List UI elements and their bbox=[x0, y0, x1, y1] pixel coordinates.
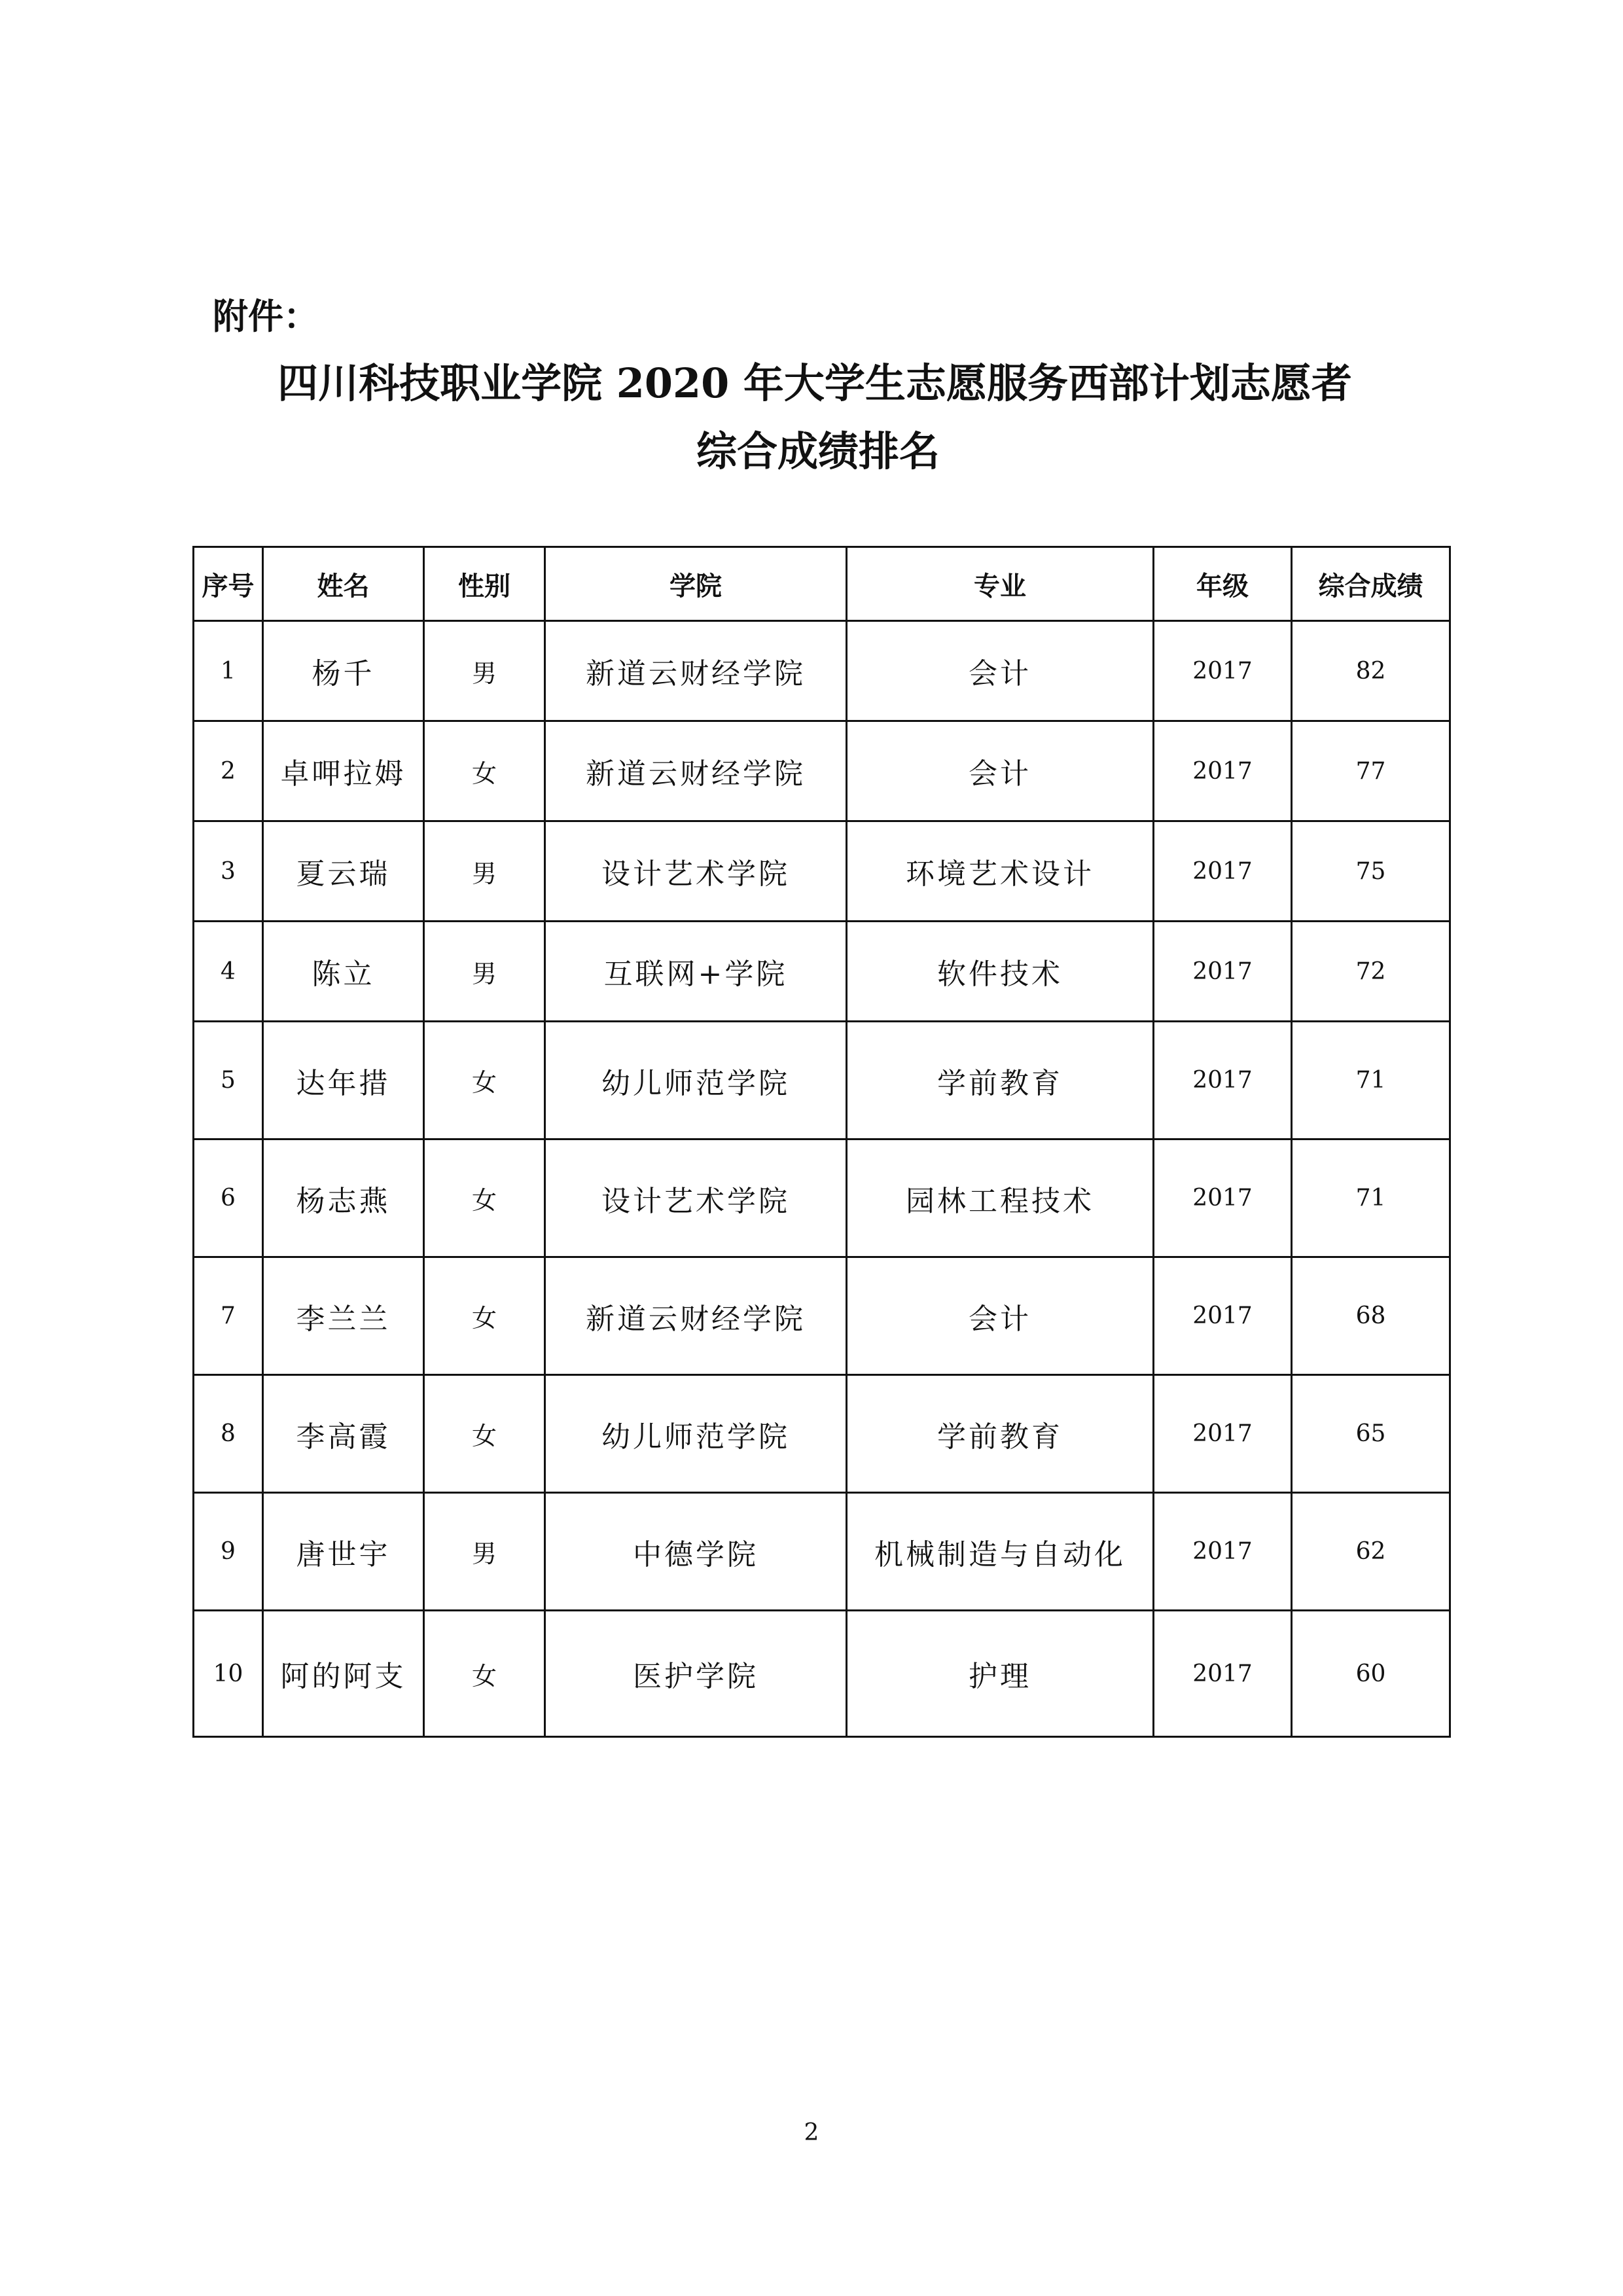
cell-grade: 2017 bbox=[1154, 621, 1292, 721]
cell-college: 设计艺术学院 bbox=[545, 1139, 847, 1257]
cell-grade: 2017 bbox=[1154, 1493, 1292, 1611]
cell-number: 8 bbox=[194, 1375, 263, 1493]
document-subtitle: 综合成绩排名 bbox=[696, 427, 940, 475]
cell-name: 陈立 bbox=[263, 922, 424, 1022]
cell-grade: 2017 bbox=[1154, 1022, 1292, 1139]
cell-major: 护理 bbox=[847, 1611, 1154, 1737]
cell-college: 新道云财经学院 bbox=[545, 621, 847, 721]
cell-number: 1 bbox=[194, 621, 263, 721]
column-header-score: 综合成绩 bbox=[1292, 547, 1450, 621]
cell-gender: 女 bbox=[424, 1257, 545, 1375]
cell-score: 71 bbox=[1292, 1022, 1450, 1139]
cell-grade: 2017 bbox=[1154, 821, 1292, 922]
cell-college: 互联网+学院 bbox=[545, 922, 847, 1022]
cell-college: 幼儿师范学院 bbox=[545, 1375, 847, 1493]
cell-name: 杨千 bbox=[263, 621, 424, 721]
cell-name: 阿的阿支 bbox=[263, 1611, 424, 1737]
cell-score: 65 bbox=[1292, 1375, 1450, 1493]
cell-score: 68 bbox=[1292, 1257, 1450, 1375]
table-header-row bbox=[194, 547, 1450, 621]
cell-gender: 女 bbox=[424, 721, 545, 821]
cell-grade: 2017 bbox=[1154, 721, 1292, 821]
cell-grade: 2017 bbox=[1154, 1375, 1292, 1493]
cell-name: 李兰兰 bbox=[263, 1257, 424, 1375]
cell-score: 72 bbox=[1292, 922, 1450, 1022]
cell-number: 10 bbox=[194, 1611, 263, 1737]
cell-name: 李高霞 bbox=[263, 1375, 424, 1493]
column-header-number: 序号 bbox=[194, 547, 263, 621]
cell-number: 2 bbox=[194, 721, 263, 821]
cell-major: 园林工程技术 bbox=[847, 1139, 1154, 1257]
cell-number: 7 bbox=[194, 1257, 263, 1375]
table-row bbox=[194, 1493, 1450, 1611]
cell-college: 新道云财经学院 bbox=[545, 1257, 847, 1375]
cell-gender: 男 bbox=[424, 621, 545, 721]
cell-score: 77 bbox=[1292, 721, 1450, 821]
cell-college: 新道云财经学院 bbox=[545, 721, 847, 821]
cell-major: 会计 bbox=[847, 721, 1154, 821]
cell-grade: 2017 bbox=[1154, 922, 1292, 1022]
table-row bbox=[194, 721, 1450, 821]
cell-number: 9 bbox=[194, 1493, 263, 1611]
attachment-label: 附件： bbox=[213, 295, 319, 337]
table-row bbox=[194, 1139, 1450, 1257]
column-header-name: 姓名 bbox=[263, 547, 424, 621]
page-number: 2 bbox=[804, 2119, 819, 2146]
table-row bbox=[194, 1257, 1450, 1375]
cell-grade: 2017 bbox=[1154, 1257, 1292, 1375]
cell-major: 学前教育 bbox=[847, 1375, 1154, 1493]
cell-grade: 2017 bbox=[1154, 1139, 1292, 1257]
table-row bbox=[194, 1611, 1450, 1737]
cell-score: 71 bbox=[1292, 1139, 1450, 1257]
cell-college: 中德学院 bbox=[545, 1493, 847, 1611]
cell-grade: 2017 bbox=[1154, 1611, 1292, 1737]
table-row bbox=[194, 821, 1450, 922]
cell-name: 夏云瑞 bbox=[263, 821, 424, 922]
cell-gender: 男 bbox=[424, 821, 545, 922]
cell-name: 卓呷拉姆 bbox=[263, 721, 424, 821]
cell-gender: 男 bbox=[424, 1493, 545, 1611]
cell-major: 学前教育 bbox=[847, 1022, 1154, 1139]
cell-major: 会计 bbox=[847, 621, 1154, 721]
cell-number: 5 bbox=[194, 1022, 263, 1139]
cell-name: 唐世宇 bbox=[263, 1493, 424, 1611]
cell-gender: 男 bbox=[424, 922, 545, 1022]
cell-major: 机械制造与自动化 bbox=[847, 1493, 1154, 1611]
cell-score: 75 bbox=[1292, 821, 1450, 922]
table-row bbox=[194, 1375, 1450, 1493]
table-row bbox=[194, 621, 1450, 721]
cell-score: 62 bbox=[1292, 1493, 1450, 1611]
cell-name: 杨志燕 bbox=[263, 1139, 424, 1257]
cell-gender: 女 bbox=[424, 1139, 545, 1257]
cell-number: 6 bbox=[194, 1139, 263, 1257]
ranking-table-body bbox=[194, 621, 1450, 1737]
table-row bbox=[194, 922, 1450, 1022]
cell-major: 环境艺术设计 bbox=[847, 821, 1154, 922]
cell-college: 幼儿师范学院 bbox=[545, 1022, 847, 1139]
column-header-major: 专业 bbox=[847, 547, 1154, 621]
cell-number: 3 bbox=[194, 821, 263, 922]
cell-score: 82 bbox=[1292, 621, 1450, 721]
cell-number: 4 bbox=[194, 922, 263, 1022]
cell-score: 60 bbox=[1292, 1611, 1450, 1737]
cell-gender: 女 bbox=[424, 1611, 545, 1737]
cell-college: 医护学院 bbox=[545, 1611, 847, 1737]
column-header-gender: 性别 bbox=[424, 547, 545, 621]
column-header-grade: 年级 bbox=[1154, 547, 1292, 621]
cell-gender: 女 bbox=[424, 1022, 545, 1139]
cell-major: 软件技术 bbox=[847, 922, 1154, 1022]
table-row bbox=[194, 1022, 1450, 1139]
document-title: 四川科技职业学院 2020 年大学生志愿服务西部计划志愿者 bbox=[277, 359, 1352, 407]
cell-gender: 女 bbox=[424, 1375, 545, 1493]
cell-name: 达年措 bbox=[263, 1022, 424, 1139]
cell-college: 设计艺术学院 bbox=[545, 821, 847, 922]
column-header-college: 学院 bbox=[545, 547, 847, 621]
cell-major: 会计 bbox=[847, 1257, 1154, 1375]
ranking-table bbox=[192, 546, 1451, 1738]
